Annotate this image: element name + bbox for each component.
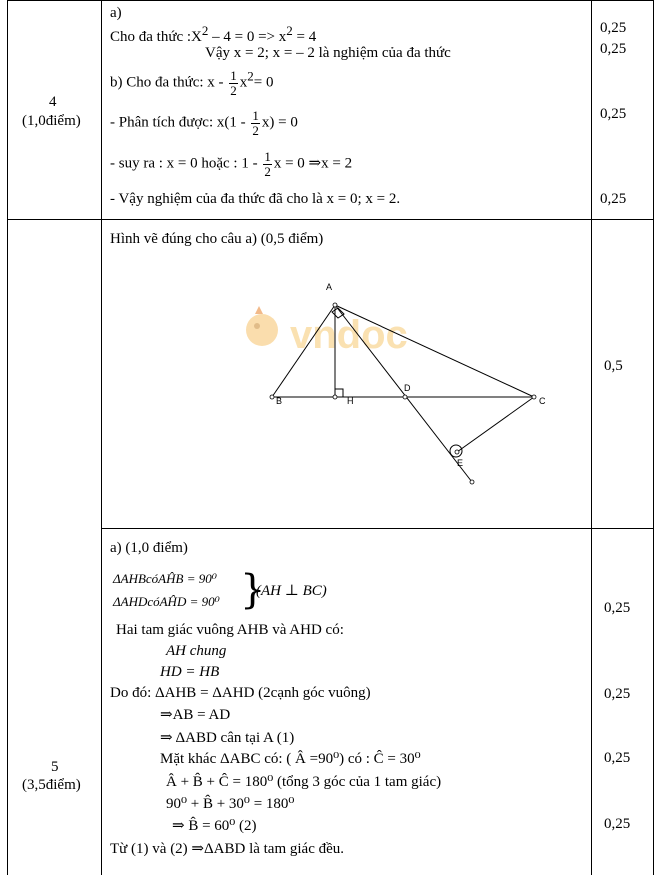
segment-AB	[272, 305, 335, 397]
right-angle-mark-H	[335, 389, 343, 397]
fraction-half: $\frac{1}{2}$	[264, 149, 271, 179]
mascot-icon	[246, 314, 278, 346]
q5-points: (3,5điểm)	[22, 777, 81, 793]
q4-a-line2: Vậy x = 2; x = – 2 là nghiệm của đa thức	[205, 45, 451, 61]
right-angle-mark-A	[332, 308, 344, 318]
label-C: C	[539, 396, 546, 406]
q4-a-label: a)	[110, 5, 122, 21]
fraction-half: $\frac{1}{2}$	[230, 68, 237, 98]
segment-AE	[335, 305, 472, 482]
q4-b-line2: - Phân tích được: x(1 - $\frac{1}{2}$ x) = 0	[110, 108, 298, 138]
q5-score-1: 0,25	[604, 600, 631, 616]
column-divider-1	[101, 0, 102, 875]
q5-line3: HD = HB	[160, 664, 220, 680]
label-E: E	[457, 458, 464, 468]
q5-line1: Hai tam giác vuông AHB và AHD có:	[116, 622, 344, 638]
q4-b-line1: b) Cho đa thức: x - $\frac{1}{2}$ $x^2= 0$	[110, 68, 274, 98]
label-B: B	[276, 396, 283, 406]
label-A: A	[326, 282, 333, 292]
q5-line2: AH chung	[166, 643, 227, 659]
q5-line8: Â + B̂ + Ĉ = 180⁰ (tổng 3 góc của 1 tam giác)	[166, 774, 442, 790]
q4-number: 4	[49, 94, 57, 110]
q4-points: (1,0điểm)	[22, 113, 81, 129]
segment-CE	[457, 397, 534, 452]
q4-score-4: 0,25	[600, 191, 627, 207]
watermark-text: vndoc	[290, 313, 408, 357]
q5-number: 5	[51, 759, 59, 775]
figure-caption: Hình vẽ đúng cho câu a) (0,5 điểm)	[110, 231, 324, 247]
row-divider-q4	[7, 219, 654, 220]
q5-line11: Từ (1) và (2) ⇒ΔABD là tam giác đều.	[110, 841, 345, 857]
q5-heading: a) (1,0 điểm)	[110, 540, 188, 556]
column-divider-2	[591, 0, 592, 875]
q5-score-2: 0,25	[604, 686, 631, 702]
q4-a-line1: Cho đa thức $:X^2 - 4 = 0 => x^2 = 4$	[110, 23, 317, 45]
right-angle-mark-E	[450, 445, 462, 457]
q4-b-line4: - Vậy nghiệm của đa thức đã cho là x = 0; x = 2.	[110, 191, 401, 207]
q5-line4: Do đó: ΔAHB = ΔAHD (2cạnh góc vuông)	[110, 685, 371, 701]
q5-line5: ⇒AB = AD	[160, 707, 231, 723]
q5-system-line2: ΔAHDcóAĤD = 90⁰	[113, 594, 220, 609]
q5-line6: ⇒ ΔABD cân tại A (1)	[160, 730, 295, 746]
table-border-left	[7, 0, 8, 875]
label-D: D	[404, 383, 411, 393]
q5-score-3: 0,25	[604, 750, 631, 766]
q4-score-2: 0,25	[600, 41, 627, 57]
table-border-top	[7, 0, 654, 1]
q5-line7: Mặt khác ΔABC có: ( Â =90⁰) có : Ĉ = 30⁰	[160, 751, 421, 767]
table-border-right	[653, 0, 654, 875]
q4-score-3: 0,25	[600, 106, 627, 122]
system-brace: }	[240, 567, 266, 613]
segment-AC	[335, 305, 534, 397]
q5-line10: ⇒ B̂ = 60⁰ (2)	[172, 818, 257, 834]
q5-score-4: 0,25	[604, 816, 631, 832]
q5-line9: 90⁰ + B̂ + 30⁰ = 180⁰	[166, 796, 295, 812]
q4-b-line3: - suy ra : x = 0 hoặc : 1 - $\frac{1}{2}$ x = 0 ⇒x = 2	[110, 149, 353, 179]
q5-system-line1: ΔAHBcóAĤB = 90⁰	[113, 571, 217, 586]
vndoc-watermark	[246, 306, 408, 357]
q4-score-1: 0,25	[600, 20, 627, 36]
figure-score: 0,5	[604, 358, 623, 374]
fraction-half: $\frac{1}{2}$	[252, 108, 259, 138]
q5-system-note: (AH ⊥ BC)	[256, 583, 327, 599]
row-divider-figure	[101, 528, 654, 529]
label-H: H	[347, 396, 354, 406]
